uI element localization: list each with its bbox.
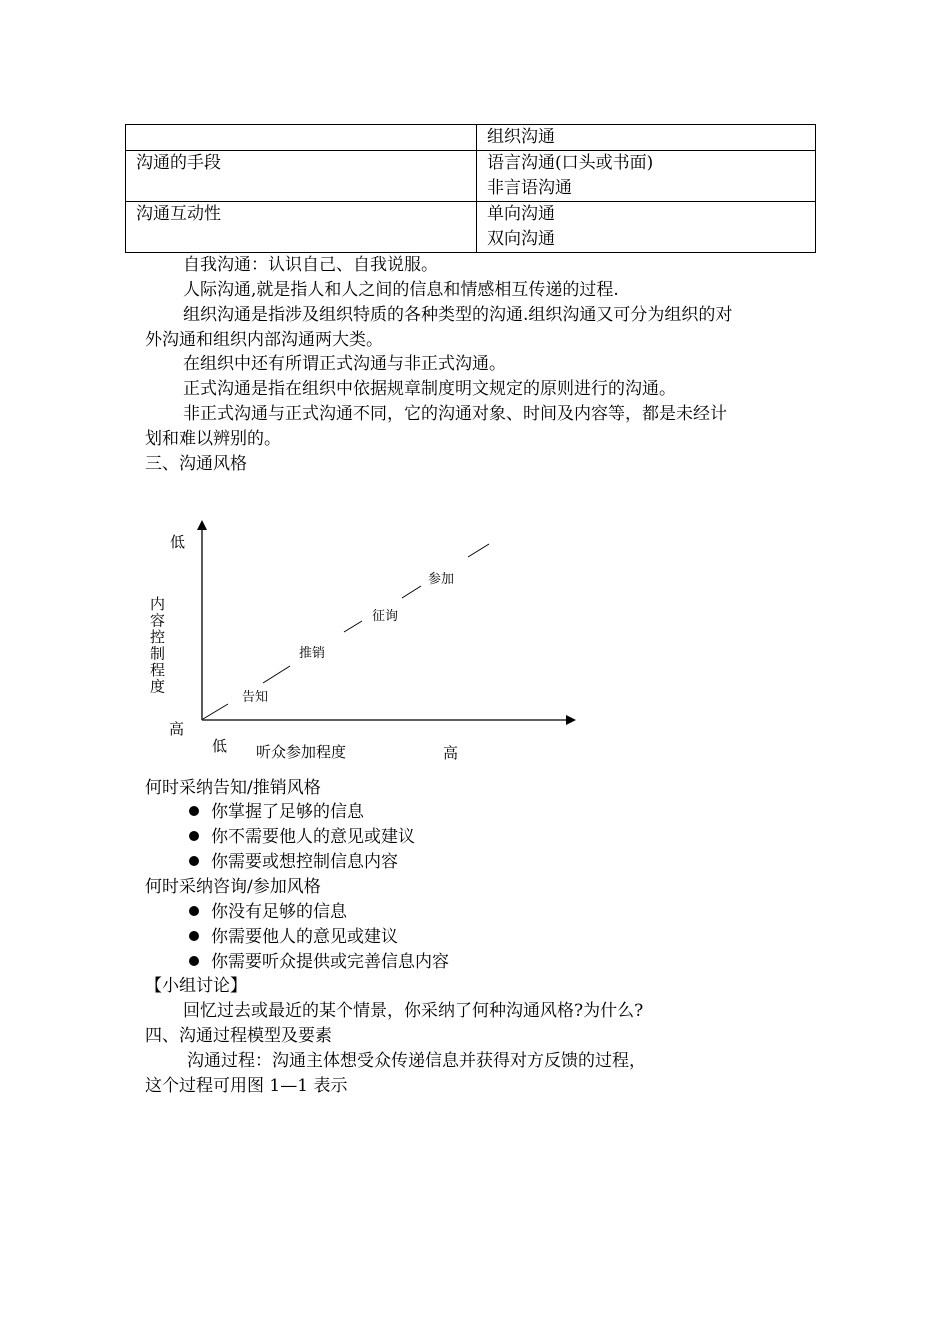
style-label: 征询 (372, 609, 399, 624)
section-title: 何时采纳咨询/参加风格 (145, 877, 321, 897)
bullet-icon (189, 906, 199, 916)
paragraph: 人际沟通,就是指人和人之间的信息和情感相互传递的过程. (183, 280, 619, 300)
list-item: 你不需要他人的意见或建议 (189, 825, 415, 850)
paragraph: 沟通过程：沟通主体想受众传递信息并获得对方反馈的过程， (187, 1051, 646, 1071)
discussion-title: 【小组讨论】 (145, 976, 247, 996)
table-cell: 语言沟通(口头或书面) 非言语沟通 (477, 151, 816, 202)
trend-segment (402, 586, 421, 598)
trend-segment (263, 666, 290, 683)
section-title: 何时采纳告知/推销风格 (145, 778, 321, 798)
list-item: 你需要他人的意见或建议 (189, 925, 398, 950)
style-label: 告知 (242, 690, 269, 705)
trend-segment (344, 621, 362, 632)
section-heading: 四、沟通过程模型及要素 (145, 1026, 332, 1046)
table-cell: 单向沟通 双向沟通 (477, 202, 816, 253)
table-cell: 组织沟通 (477, 125, 816, 151)
x-axis-label: 听众参加程度 (256, 743, 347, 761)
y-axis-top-label: 低 (170, 533, 186, 551)
y-axis-bottom-label: 高 (169, 720, 185, 738)
trend-segment (203, 704, 228, 719)
list-item: 你需要或想控制信息内容 (189, 850, 398, 875)
paragraph: 外沟通和组织内部沟通两大类。 (145, 330, 383, 350)
x-axis-left-label: 低 (212, 737, 228, 755)
bullet-icon (189, 856, 199, 866)
y-axis-arrow (197, 520, 207, 530)
paragraph: 划和难以辨别的。 (145, 429, 281, 449)
list-item: 你需要听众提供或完善信息内容 (189, 950, 449, 975)
section-heading: 三、沟通风格 (145, 454, 247, 474)
x-axis-arrow (566, 715, 576, 725)
bullet-icon (189, 806, 199, 816)
bullet-icon (189, 931, 199, 941)
bullet-icon (189, 956, 199, 966)
style-label: 推销 (299, 646, 326, 661)
y-axis-label: 内容控制程度 (150, 595, 166, 696)
paragraph: 在组织中还有所谓正式沟通与非正式沟通。 (183, 354, 506, 374)
paragraph: 自我沟通：认识自己、自我说服。 (183, 255, 438, 275)
table-cell: 沟通的手段 (126, 151, 477, 202)
style-label: 参加 (428, 572, 455, 587)
list-item: 你没有足够的信息 (189, 900, 347, 925)
table-cell: 沟通互动性 (126, 202, 477, 253)
paragraph: 组织沟通是指涉及组织特质的各种类型的沟通.组织沟通又可分为组织的对 (183, 305, 733, 325)
paragraph: 回忆过去或最近的某个情景，你采纳了何种沟通风格?为什么? (183, 1001, 644, 1021)
paragraph: 非正式沟通与正式沟通不同，它的沟通对象、时间及内容等，都是未经计 (183, 404, 727, 424)
paragraph: 这个过程可用图 1—1 表示 (145, 1076, 348, 1096)
list-item: 你掌握了足够的信息 (189, 800, 364, 825)
bullet-icon (189, 831, 199, 841)
trend-segment (468, 544, 489, 557)
paragraph: 正式沟通是指在组织中依据规章制度明文规定的原则进行的沟通。 (183, 379, 676, 399)
x-axis-right-label: 高 (443, 744, 459, 762)
